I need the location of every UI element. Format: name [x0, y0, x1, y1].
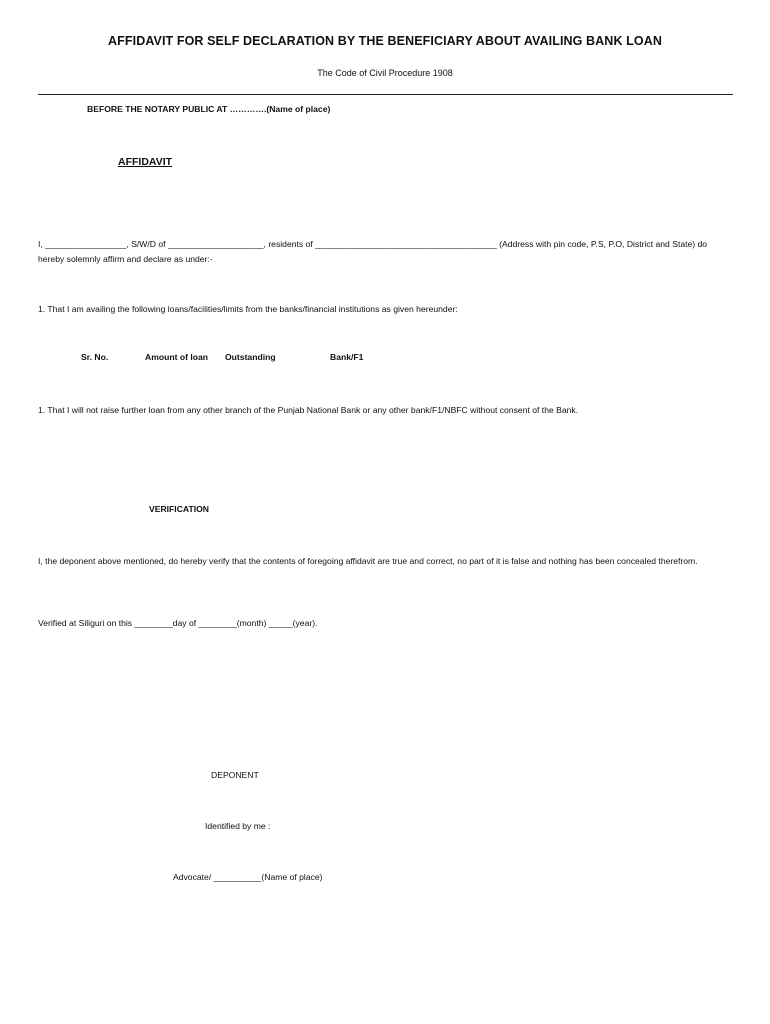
identified-by-label: Identified by me :: [205, 821, 271, 831]
verification-paragraph: I, the deponent above mentioned, do hereby verify that the contents of foregoing affidavit are true and correct, no part of it is false and nothing has been concealed therefrom.: [38, 556, 698, 566]
horizontal-divider: [38, 94, 733, 95]
notary-line: BEFORE THE NOTARY PUBLIC AT ………….(Name of place): [87, 104, 331, 114]
item-2-paragraph: 1. That I will not raise further loan from any other branch of the Punjab National Bank or any other bank/F1/NBFC without consent of the Bank.: [38, 405, 579, 415]
verification-heading: VERIFICATION: [149, 504, 209, 514]
advocate-line: Advocate/ __________(Name of place): [173, 872, 323, 882]
deponent-label: DEPONENT: [211, 770, 259, 780]
table-header-amount: Amount of loan: [145, 352, 209, 362]
verified-at-line: Verified at Siliguri on this ________day of ________(month) _____(year).: [38, 618, 318, 628]
table-header-outstanding: Outstanding: [225, 352, 276, 362]
item-1-paragraph: 1. That I am availing the following loans/facilities/limits from the banks/financial institutions as given hereunder:: [38, 304, 458, 314]
declaration-paragraph: I, _________________, S/W/D of ____________________, residents of ______________________________________ (Address with pin code, P.S, P.O, District and State) do hereby solemnly affirm and declare as under:-: [38, 239, 708, 264]
affidavit-heading: AFFIDAVIT: [118, 156, 173, 168]
table-header-sr-no: Sr. No.: [81, 352, 109, 362]
document-title: AFFIDAVIT FOR SELF DECLARATION BY THE BENEFICIARY ABOUT AVAILING BANK LOAN: [108, 34, 662, 48]
table-header-bank: Bank/F1: [330, 352, 364, 362]
document-subtitle: The Code of Civil Procedure 1908: [317, 68, 453, 78]
